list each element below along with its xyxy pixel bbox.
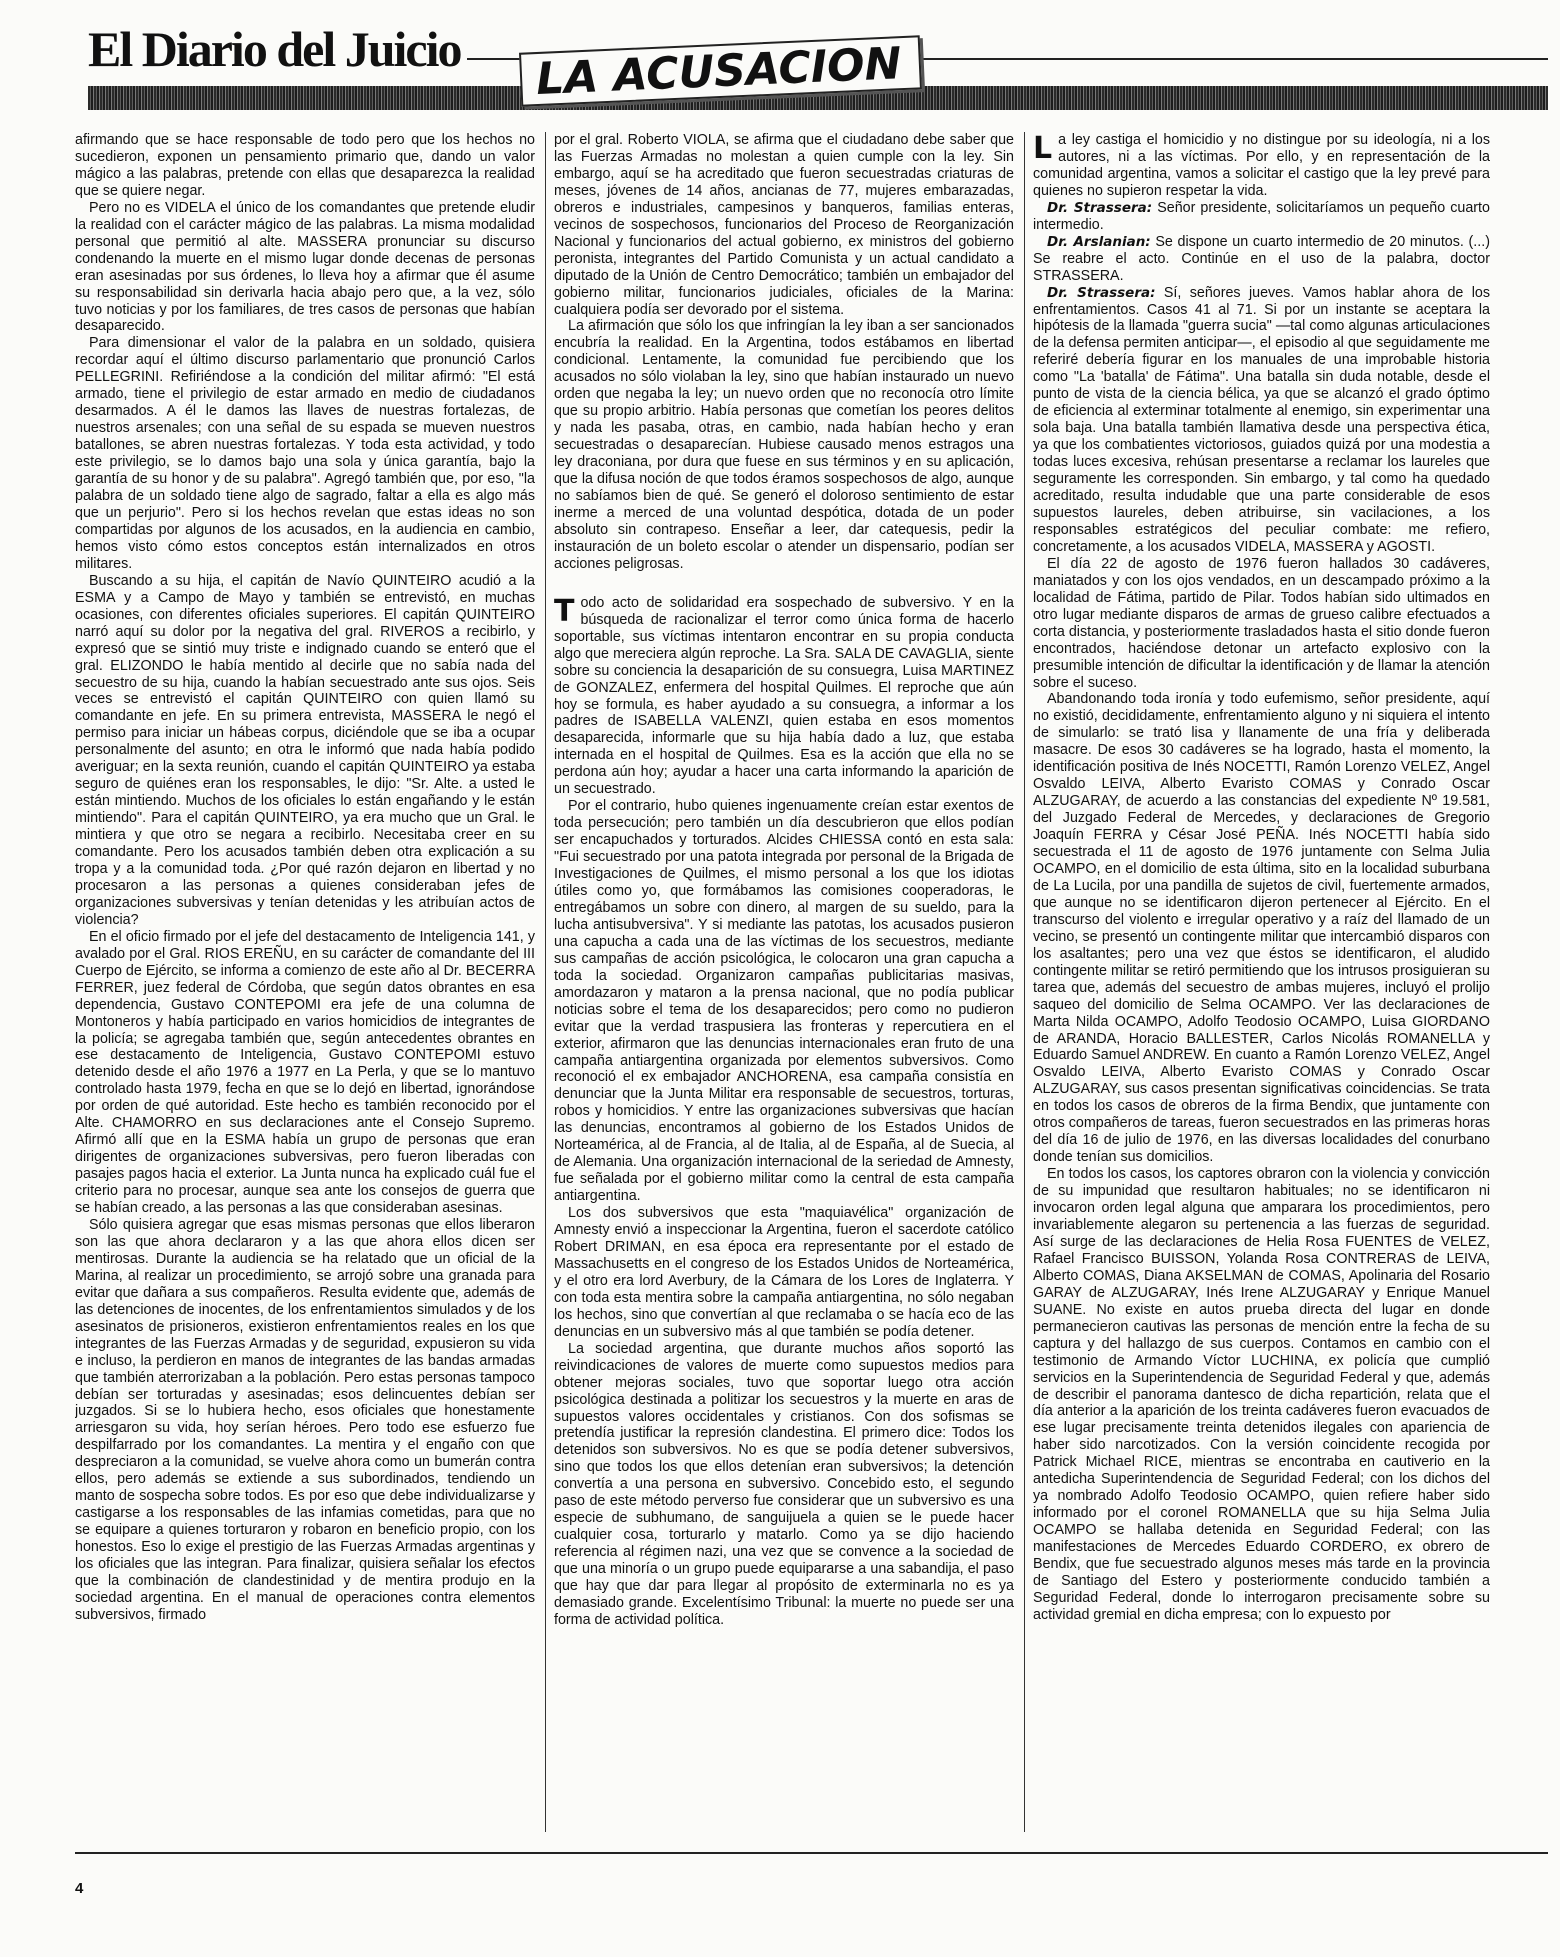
speaker-name: Dr. Strassera: — [1047, 284, 1156, 301]
paragraph: Buscando a su hija, el capitán de Navío QUINTEIRO acudió a la ESMA y a Campo de Mayo y también se entrevistó, en muchas ocasiones, con diferentes oficiales superiores. El capitán QUINTEIRO narró aquí su dolor por la negativa del gral. RIVEROS a recibirlo, y expresó que se sintió muy triste e indignado cuando se enteró que el gral. ELIZONDO le había mentido al decirle que no sabía nada del secuestro de su hija, cuando la habían secuestrado ante sus ojos. Seis veces se entrevistó el capitán QUINTEIRO con quien llamó su comandante en jefe. En su primera entrevista, MASSERA le negó el permiso para iniciar un hábeas corpus, diciéndole que se iba a ocupar personalmente del asunto; en otra le informó que nada había podido averiguar; en la sexta reunión, cuando el capitán QUINTEIRO ya estaba seguro de quiénes eran los responsables, le dijo: "Sr. Alte. a usted le están mintiendo. Muchos de los oficiales lo están engañando y le están mintiendo". Para el capitán QUINTEIRO, ya era mucho que un Gral. le mintiera y que otro se negara a recibirlo. Necesitaba creer en su comandante. Pero los acusados también deben otra explicación a su tropa y a la comunidad toda. ¿Por qué razón dejaron en libertad y no procesaron a las personas a quienes consideraban jefes de organizaciones subversivas y tenían detenidas y les atribuían actos de violencia? — [75, 572, 535, 928]
paragraph: Para dimensionar el valor de la palabra en un soldado, quisiera recordar aquí el último discurso parlamentario que pronunció Carlos PELLEGRINI. Refiriéndose a la condición del militar afirmó: "El está armado, tiene el privilegio de estar armado en medio de ciudadanos desarmados. A él le damos las llaves de nuestras fortalezas, de nuestros arsenales; con una señal de su espada se mueven nuestros batallones, se abren nuestras fortalezas. Y toda esta actividad, y todo este privilegio, se lo damos bajo una sola y única garantía, bajo la garantía de su honor y de su palabra". Agregó también que, por eso, "la palabra de un soldado tiene algo de sagrado, faltar a ella es algo más que un perjurio". Pero si los hechos revelan que estas ideas no son compartidas por algunos de los acusados, en la audiencia en cambio, hemos visto cómo estos conceptos están internalizados en otros militares. — [75, 335, 535, 572]
speaker-name: Dr. Strassera: — [1047, 199, 1153, 216]
paragraph: En el oficio firmado por el jefe del destacamento de Inteligencia 141, y avalado por el Gral. RIOS EREÑU, en su carácter de comandante del III Cuerpo de Ejército, se informa a comienzo de este año al Dr. BECERRA FERRER, juez federal de Córdoba, que según datos obrantes en esa dependencia, Gustavo CONTEPOMI era jefe de una columna de Montoneros y había participado en varios homicidios de integrantes de la policía; se agregaba también que, según antecedentes obrantes en ese destacamento de Inteligencia, Gustavo CONTEPOMI estuvo detenido desde el año 1976 a 1977 en La Perla, y que se lo mantuvo controlado hasta 1979, fecha en que se lo dejó en libertad, ignorándose por orden de qué autoridad. Este hecho es también reconocido por el Alte. CHAMORRO en sus declaraciones ante el Consejo Supremo. Afirmó allí que en la ESMA había un grupo de personas que eran dirigentes de organizaciones subversivas, pero fueron liberadas con pasajes pagos hacia el exterior. La Junta nunca ha explicado cuál fue el criterio para no procesar, aunque sea ante los consejos de guerra que se habían creado, a las personas a las que consideraban asesinas. — [75, 928, 535, 1217]
dialogue-line — [1033, 234, 1490, 285]
footer-rule — [75, 1852, 1548, 1854]
page-number: 4 — [75, 1880, 84, 1897]
speech-text: Se dispone un cuarto intermedio de 20 minutos. (...) Se reabre el acto. Continúe en el uso de la palabra, doctor STRASSERA. — [1033, 233, 1490, 284]
paragraph: Abandonando toda ironía y todo eufemismo, señor presidente, aquí no existió, decididamente, enfrentamiento alguno y ni siquiera el intento de simularlo: se trató lisa y llanamente de una fría y deliberada masacre. De esos 30 cadáveres se ha logrado, hasta el momento, la identificación positiva de Inés NOCETTI, Ramón Lorenzo VELEZ, Angel Osvaldo LEIVA, Alberto Evaristo COMAS y Conrado Oscar ALZUGARAY, de acuerdo a las constancias del expediente Nº 19.581, del Juzgado Federal de Mercedes, y declaraciones de Gregorio Joaquín FERRA y César José PEÑA. Inés NOCETTI había sido secuestrada el 11 de agosto de 1976 juntamente con Selma Julia OCAMPO, en el domicilio de esta última, sito en la localidad suburbana de La Lucila, por una pandilla de sujetos de civil, fuertemente armados, que aunque no se identificaron dijeron pertenecer al Ejército. En el transcurso del violento e irregular operativo y a raíz del llamado de un vecino, se presentó un contingente militar que intercambió disparos con los asaltantes; pero una vez que éstos se identificaron, el aludido contingente militar se retiró permitiendo que los intrusos prosiguieran su tarea que, además del secuestro de ambas mujeres, incluyó el prolijo saqueo del domicilio de Selma OCAMPO. Ver las declaraciones de Marta Nilda OCAMPO, Adolfo Teodosio OCAMPO, Luisa GIORDANO de ARANDA, Horacio BALLESTER, Carlos Nicolás ROMANELLA y Eduardo Samuel ANDREW. En cuanto a Ramón Lorenzo VELEZ, Angel Osvaldo LEIVA, Alberto Evaristo COMAS y Conrado Oscar ALZUGARAY, sus casos presentan significativas coincidencias. Se trata en todos los casos de obreros de la firma Bendix, que juntamente con otros compañeros de tareas, fueron secuestrados en las primeras horas del día 16 de julio de 1976, en las diversas localidades del conurbano donde tenían sus domicilios. — [1033, 691, 1490, 1166]
speech-text: Señor presidente, solicitaríamos un pequeño cuarto intermedio. — [1033, 199, 1490, 233]
paragraph: La sociedad argentina, que durante muchos años soportó las reivindicaciones de valores de muerte como supuestos medios para obtener mejoras sociales, tuvo que soportar luego otra acción psicológica destinada a politizar los secuestros y la muerte en aras de supuestos valores occidentales y cristianos. Con dos sofismas se pretendía justificar la represión clandestina. El primero dice: Todos los detenidos son subversivos. No es que se podía detener subversivos, sino que todos los que ellos detenían eran subversivos; la detención convertía a una persona en subversivo. Concebido esto, el segundo paso de este método perverso fue considerar que un subversivo es una especie de subhumano, de sanguijuela a quien se le puede hacer cualquier cosa, torturarlo y matarlo. Como ya se dijo haciendo referencia al régimen nazi, una vez que se convence a la sociedad de que una minoría o un grupo puede equipararse a una sabandija, el paso que hay que dar para llegar al propósito de exterminarla no es ya demasiado grande. Excelentísimo Tribunal: la muerte no puede ser una forma de actividad política. — [554, 1340, 1014, 1628]
paragraph: por el gral. Roberto VIOLA, se afirma que el ciudadano debe saber que las Fuerzas Armadas no molestan a quien cumple con la ley. Sin embargo, aquí se ha acreditado que fueron secuestradas criaturas de meses, jóvenes de 14 años, ancianas de 77, mujeres embarazadas, obreros e industriales, campesinos y banqueros, familias enteras, vecinos de sospechosos, funcionarios del Proceso de Reorganización Nacional y funcionarios del actual gobierno, ex ministros del gobierno peronista, integrantes del Partido Comunista y un actual candidato a diputado de la Unión de Centro Democrático; también un embajador del gobierno militar, funcionarios judiciales, oficiales de la Marina: cualquiera podía ser devorado por el sistema. — [554, 132, 1014, 318]
article-body — [75, 132, 1490, 1834]
column-2 — [554, 132, 1014, 1834]
paragraph: afirmando que se hace responsable de todo pero que los hechos no sucedieron, exponen un pensamiento primario que, dando un valor mágico a las palabras, pretende con ellas que desaparezca la realidad que se quiere negar. — [75, 132, 535, 199]
newspaper-title: El Diario del Juicio — [88, 24, 467, 74]
column-1 — [75, 132, 535, 1834]
drop-cap: T — [554, 593, 575, 629]
dialogue-line — [1033, 285, 1490, 556]
paragraph: Por el contrario, hubo quienes ingenuamente creían estar exentos de toda persecución; pero también un día descubrieron que ellos podían ser encapuchados y torturados. Alcides CHIESSA contó en esta sala: "Fui secuestrado por una patota integrada por personal de la Brigada de Investigaciones de Quilmes, el mismo personal a los que los idiotas útiles como yo, que formábamos las comisiones cooperadoras, le entregábamos un sobre con dinero, al margen de su sueldo, para la lucha antisubversiva". Y si mediante las patotas, los acusados pusieron una capucha a cada una de las víctimas de los secuestros, mediante sus campañas de acción psicológica, le colocaron una gran capucha a toda la sociedad. Organizaron campañas publicitarias masivas, amordazaron y mataron a la prensa nacional, que no podía publicar noticias sobre el tema de los desaparecidos; pero como no pudieron evitar que la verdad traspusiera las fronteras y repercutiera en el exterior, afirmaron que las denuncias internacionales eran fruto de una campaña antiargentina organizada por elementos subversivos. Como reconoció el ex embajador ANCHORENA, esa campaña consistía en denunciar que la Junta Militar era responsable de secuestros, torturas, robos y homicidios. Y entre las organizaciones subversivas que hacían las denuncias, encontramos al gobierno de los Estados Unidos de Norteamérica, al de Francia, al de Italia, al de España, al de Suecia, al de Alemania. Una organización internacional de la seriedad de Amnesty, fue señalada por el gobierno militar como la central de esta campaña antiargentina. — [554, 798, 1014, 1205]
paragraph — [554, 595, 1014, 798]
speaker-name: Dr. Arslanian: — [1047, 233, 1151, 250]
dialogue-line — [1033, 200, 1490, 234]
paragraph: Sólo quisiera agregar que esas mismas personas que ellos liberaron son las que ahora declararon y a las que ahora ellos dicen ser mentirosas. Durante la audiencia se ha relatado que un oficial de la Marina, al realizar un procedimiento, se arrojó sobre una granada para evitar que dañara a sus compañeros. Resulta evidente que, además de las detenciones de inocentes, de los enfrentamientos simulados y de los asesinatos de prisioneros, existieron enfrentamientos reales en los que integrantes de las Fuerzas Armadas y de seguridad, expusieron su vida e incluso, la perdieron en manos de integrantes de las bandas armadas que también aterrorizaban a la población. Pero estas personas tampoco debían ser torturadas y asesinadas; esos delincuentes debían ser juzgados. Si se lo hubiera hecho, esos oficiales que honestamente arriesgaron su vida, hoy serían héroes. Pero todo ese esfuerzo fue despilfarrado por los comandantes. La mentira y el engaño con que despreciaron a la comunidad, se vuelve ahora como un bumerán contra ellos, pero además se extiende a sus subordinados, tendiendo un manto de sospecha sobre todos. Es por eso que debe individualizarse y castigarse a los responsables de las infamias cometidas, para que no se equipare a quienes torturaron y robaron en beneficio propio, con los honestos. Eso lo exige el prestigio de las Fuerzas Armadas argentinas y los oficiales que las integran. Para finalizar, quisiera señalar los efectos que la combinación de clandestinidad y de mentira produjo en la sociedad argentina. En el manual de operaciones contra elementos subversivos, firmado — [75, 1217, 535, 1623]
paragraph — [1033, 132, 1490, 200]
speech-text: Sí, señores jueves. Vamos hablar ahora de los enfrentamientos. Casos 41 al 71. Si por un instante se aceptara la hipótesis de la llamada "guerra sucia" —tal como algunas articulaciones de la defensa permiten anticipar—, el episodio al que seguidamente me referiré debería figurar en los manuales de una improbable historia como "La 'batalla' de Fátima". Una batalla sin duda notable, desde el punto de vista de la ciencia bélica, ya que se alcanzó el grado óptimo de eficiencia al exterminar totalmente al enemigo, sin experimentar una sola baja. Una batalla también llamativa desde una perspectiva ética, ya que los combatientes victoriosos, guiados quizá por una modestia a todas luces excesiva, rehúsan presentarse a reclamar los laureles que seguramente les corresponden. Sin embargo, y tal como ha quedado acreditado, resulta indudable que una parte considerable de esos supuestos laureles, deben atribuirse, sin vacilaciones, a los responsables estratégicos del peculiar combate: me refiero, concretamente, a los acusados VIDELA, MASSERA y AGOSTI. — [1033, 284, 1490, 555]
paragraph: Pero no es VIDELA el único de los comandantes que pretende eludir la realidad con el carácter mágico de las palabras. La misma modalidad personal que permitió al alte. MASSERA pronunciar su discurso condenando la muerte en el mismo lugar donde decenas de personas eran asesinadas por sus órdenes, lo lleva hoy a afirmar que él asume su responsabilidad sin derivarla hacia abajo pero que, a la vez, sólo tuvo noticias y por los familiares, de tres casos de personas que habían desaparecido. — [75, 199, 535, 335]
paragraph-text: a ley castiga el homicidio y no distingue por su ideología, ni a los autores, ni a las víctimas. Por ello, y en representación de la comunidad argentina, vamos a solicitar el castigo que la ley prevé para quienes no supieron respetar la vida. — [1033, 132, 1490, 199]
paragraph: Los dos subversivos que esta "maquiavélica" organización de Amnesty envió a inspeccionar la Argentina, fueron el sacerdote católico Robert DRIMAN, en esa época era representante por el estado de Massachusetts en el congreso de los Estados Unidos de Norteamérica, y el otro era lord Averbury, de la Cámara de los Lores de Inglaterra. Y con toda esta mentira sobre la campaña antiargentina, no sólo negaban los hechos, sino que convertían al que reclamaba o se hacía eco de las denuncias en un subversivo más al que también se podía detener. — [554, 1205, 1014, 1340]
drop-cap: L — [1033, 132, 1053, 166]
paragraph: El día 22 de agosto de 1976 fueron hallados 30 cadáveres, maniatados y con los ojos vendados, en un descampado próximo a la localidad de Fátima, partido de Pilar. Todos habían sido ultimados en otro lugar mediante disparos de armas de grueso calibre efectuados a corta distancia, y posteriormente trasladados hasta el sitio donde fueron encontrados, haciéndose detonar un artefacto explosivo con la presumible intención de dificultar la identificación y de llamar la atención sobre el suceso. — [1033, 555, 1490, 691]
paragraph-text: odo acto de solidaridad era sospechado de subversivo. Y en la búsqueda de racionalizar el terror como única forma de hacerlo soportable, sus víctimas intentaron encontrar en su propia conducta algo que mereciera algún reproche. La Sra. SALA DE CAVAGLIA, siente sobre su conciencia la desaparición de su consuegra, Luisa MARTINEZ de GONZALEZ, enfermera del hospital Quilmes. El reproche que aún hoy se formula, es haber ayudado a su consuegra, a informar a los padres de ISABELLA VALENZI, quien estaba en esos momentos desaparecida, informarle que su hija había dado a luz, que estaba internada en el hospital de Quilmes. Esa es la acción que ella no se perdona aún hoy; ayudar a hacer una carta informando la aparición de un secuestrado. — [554, 594, 1014, 798]
paragraph: La afirmación que sólo los que infringían la ley iban a ser sancionados encubría la realidad. En la Argentina, todos estábamos en libertad condicional. Lentamente, la comunidad fue percibiendo que los acusados no sólo violaban la ley, sino que habían instaurado un nuevo orden que negaba la ley; un nuevo orden que no reconocía otro límite que su propio arbitrio. Había personas que cometían los peores delitos y nada les pasaba, otras, en cambio, nada habían hecho y eran secuestradas o desaparecían. Hubiese causado menos estragos una ley draconiana, por dura que fuese en sus términos y en su aplicación, que la difusa noción de que todos éramos sospechosos de algo, aunque no sabíamos bien de qué. Se generó el doloroso sentimiento de estar inerme a merced de una voluntad despótica, dotada de un poder absoluto sin contrapeso. Enseñar a leer, dar catequesis, pedir la instauración de un boleto escolar o atender un dispensario, podían ser acciones peligrosas. — [554, 318, 1014, 572]
paragraph: En todos los casos, los captores obraron con la violencia y convicción de su impunidad que resultaron habituales; no se identificaron ni invocaron orden legal alguna que amparara los procedimientos, pero invariablemente alegaron su pertenencia a las fuerzas de seguridad. Así surge de las declaraciones de Helia Rosa FUENTES de VELEZ, Rafael Francisco BUISSON, Yolanda Rosa CONTRERAS de LEIVA, Alberto COMAS, Diana AKSELMAN de COMAS, Apolinaria del Rosario GARAY de ALZUGARAY, Inés Irene ALZUGARAY y Enrique Manuel SUANE. No existe en autos prueba directa del lugar en donde permanecieron cautivas las personas de mención entre la fecha de su captura y del hallazgo de sus cuerpos. Contamos en cambio con el testimonio de Armando Víctor LUCHINA, ex policía que cumplió servicios en la Superintendencia de Seguridad Federal y que, además de describir el panorama dantesco de dicha repartición, relata que el día anterior a la aparición de los treinta cadáveres fueron evacuados de ese lugar precisamente treinta detenidos ilegales con apariencia de haber sido narcotizados. Con la versión coincidente recogida por Patrick Michael RICE, mientras se encontraba en cautiverio en la antedicha Superintendencia de Seguridad Federal; con los dichos del ya nombrado Adolfo Teodosio OCAMPO, quien refiere haber sido informado por el coronel ROMANELLA que su hija Selma Julia OCAMPO se hallaba detenida en Seguridad Federal; con las manifestaciones de Mercedes Eduardo CORDERO, ex obrero de Bendix, que fue secuestrado algunos meses más tarde en la provincia de Santiago del Estero y posteriormente conducido también a Seguridad Federal, donde lo interrogaron precisamente sobre su actividad gremial en dicha empresa; con lo expuesto por — [1033, 1166, 1490, 1623]
column-3 — [1033, 132, 1490, 1834]
section-label: LA ACUSACION — [519, 35, 922, 107]
